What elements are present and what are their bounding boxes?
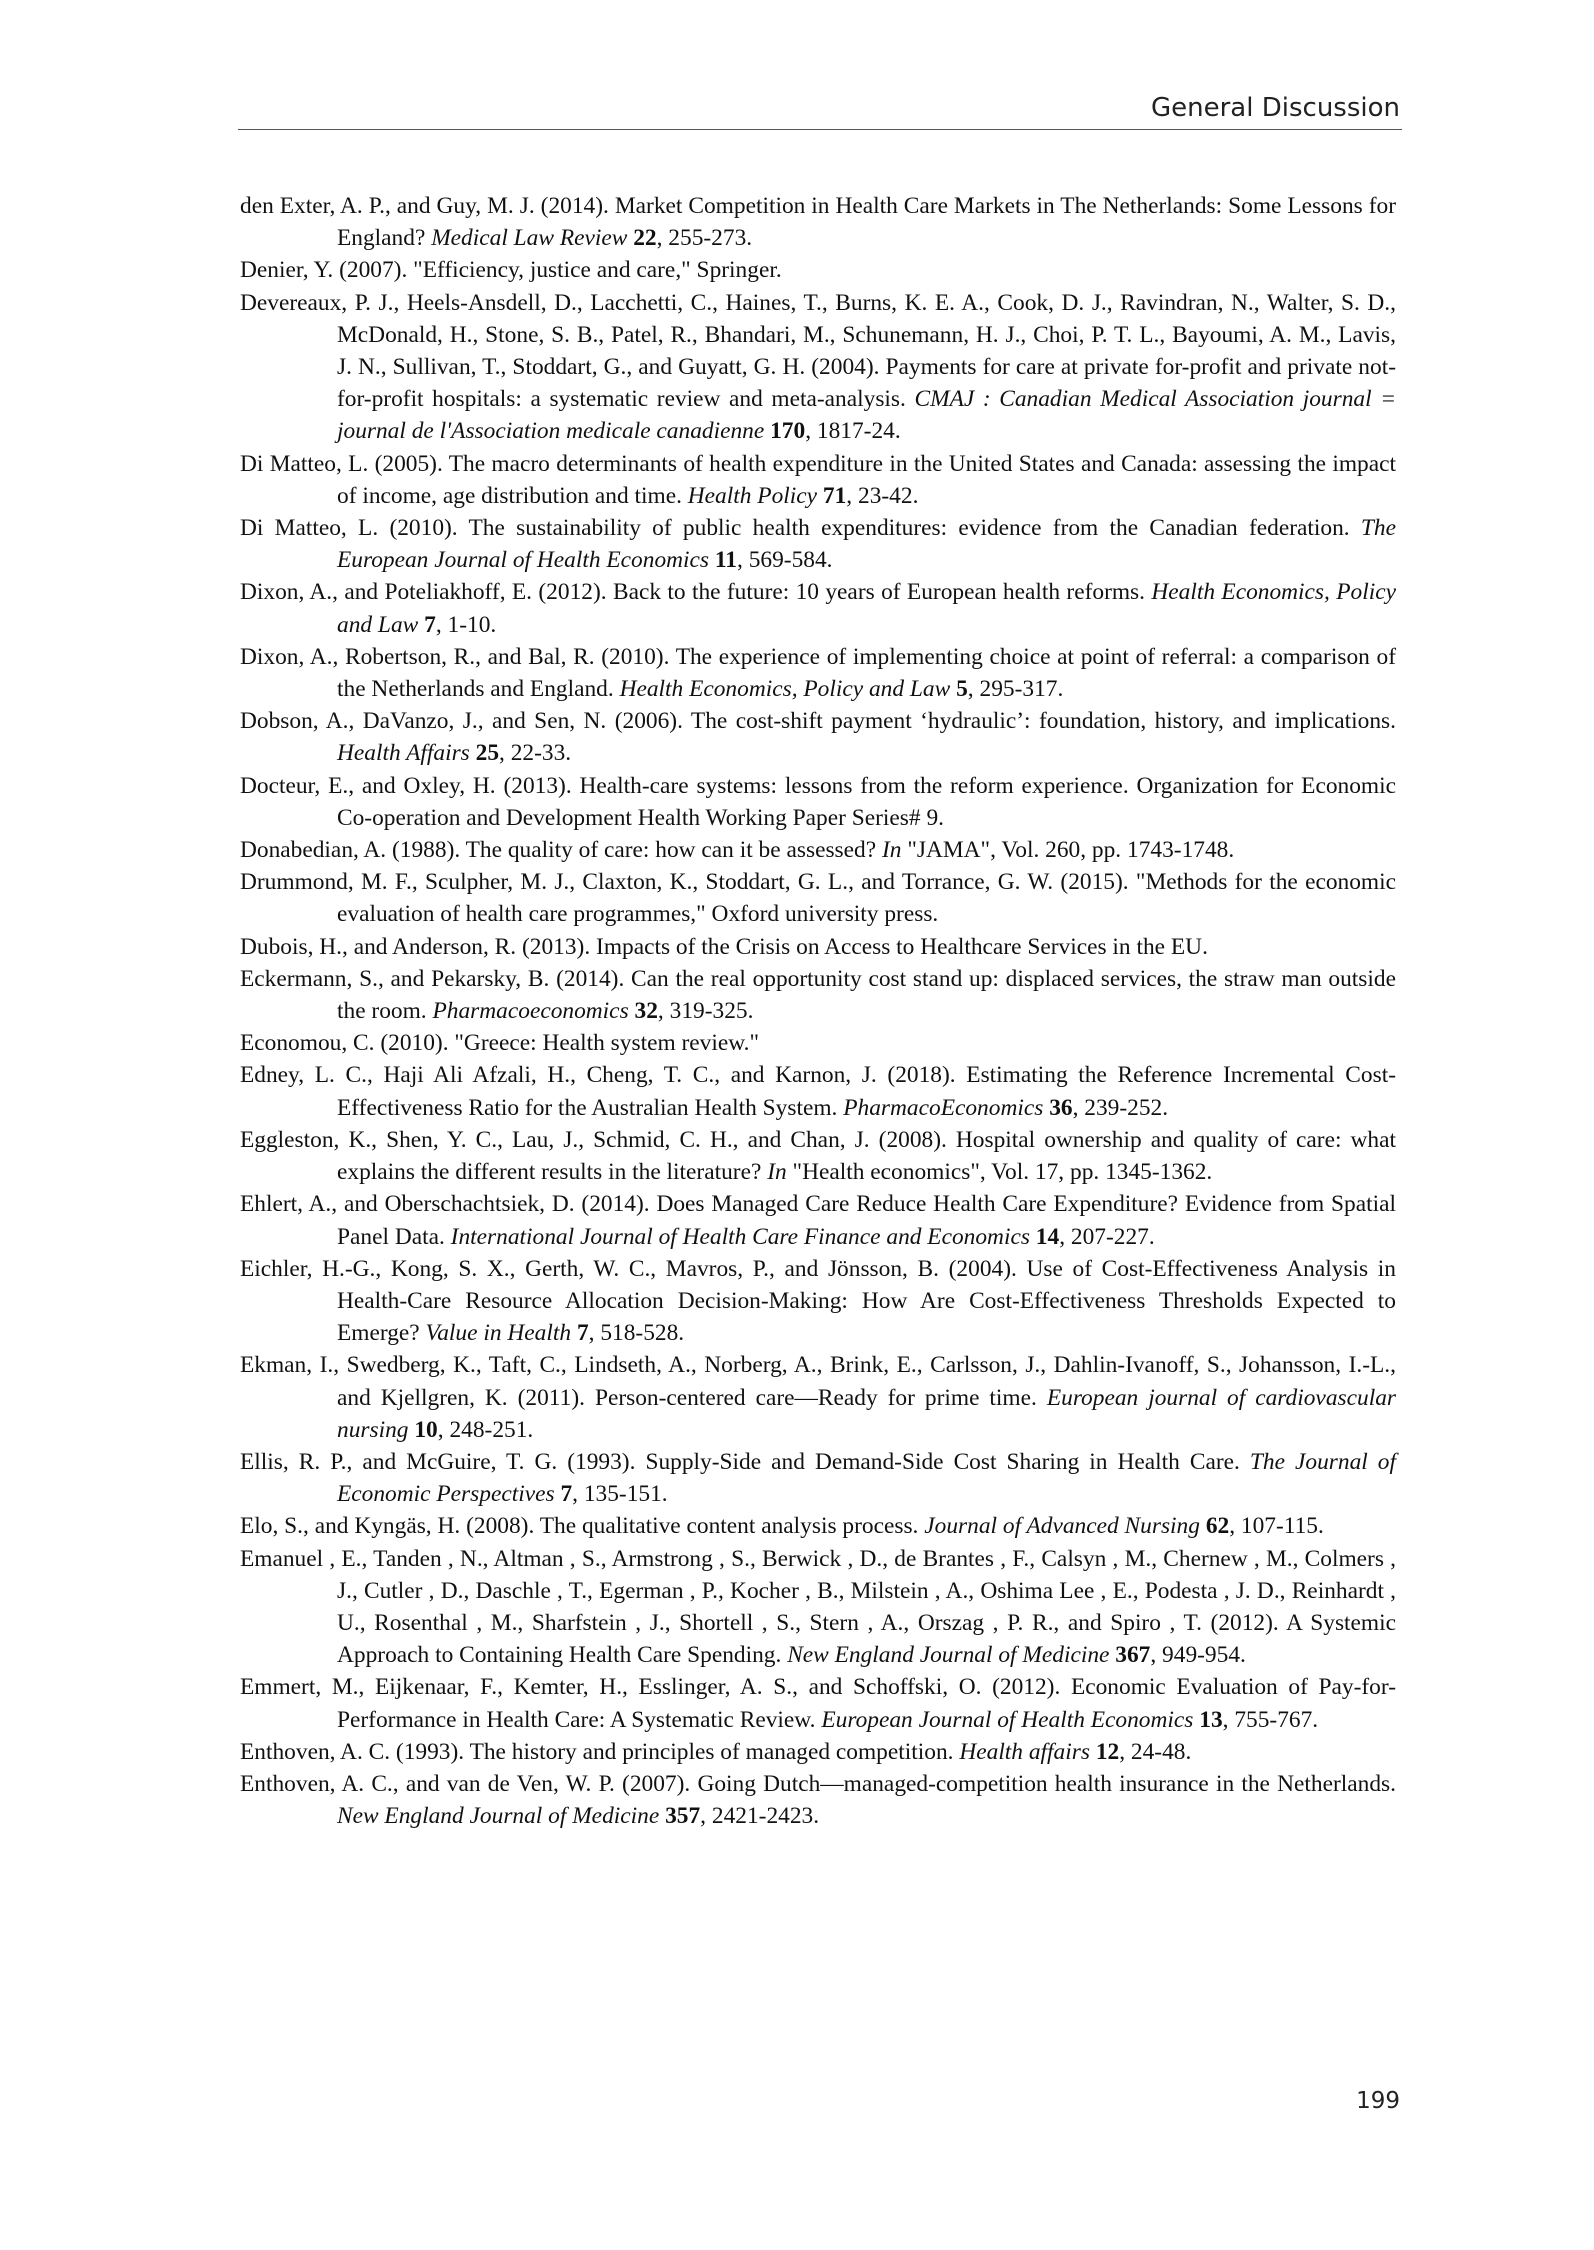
reference-entry — [240, 834, 1396, 866]
reference-text: Economou, C. (2010). "Greece: Health system review." — [240, 1030, 760, 1057]
reference-text: Enthoven, A. C., and van de Ven, W. P. (2007). Going Dutch—managed-competition health insurance in the Netherlands. — [240, 1770, 1396, 1797]
reference-text: Dubois, H., and Anderson, R. (2013). Impacts of the Crisis on Access to Healthcare Services in the EU. — [240, 933, 1208, 960]
reference-journal: Medical Law Review — [431, 225, 628, 252]
reference-text: "JAMA", Vol. 260, pp. 1743-1748. — [901, 837, 1235, 864]
reference-pages: , 755-767. — [1222, 1706, 1319, 1733]
reference-pages: , 255-273. — [656, 225, 753, 252]
reference-pages: , 107-115. — [1229, 1513, 1324, 1540]
reference-entry — [240, 1736, 1396, 1768]
reference-volume: 71 — [822, 482, 847, 509]
reference-journal: CMAJ : Canadian Medical Association journal = journal de l'Association medicale canadienne — [337, 386, 1396, 445]
header-rule — [238, 129, 1402, 130]
reference-entry — [240, 770, 1396, 834]
reference-text: Ehlert, A., and Oberschachtsiek, D. (2014). Does Managed Care Reduce Health Care Expenditure? Evidence from Spatial Panel Data. — [240, 1191, 1396, 1250]
reference-text: Dixon, A., Robertson, R., and Bal, R. (2010). The experience of implementing choice at point of referral: a comparison of the Netherlands and England. — [240, 643, 1396, 703]
reference-pages: , 23-42. — [846, 482, 919, 509]
reference-journal: New England Journal of Medicine — [787, 1642, 1110, 1669]
reference-entry — [240, 1543, 1396, 1672]
reference-entry — [240, 1446, 1396, 1510]
reference-pages: , 24-48. — [1119, 1738, 1192, 1765]
reference-volume: 7 — [560, 1481, 573, 1508]
reference-text: Dobson, A., DaVanzo, J., and Sen, N. (2006). The cost-shift payment ‘hydraulic’: foundation, history, and implications. — [240, 708, 1396, 735]
reference-entry — [240, 705, 1396, 769]
reference-pages: , 135-151. — [572, 1481, 668, 1508]
reference-pages: , 248-251. — [437, 1416, 534, 1443]
reference-journal: European Journal of Health Economics — [821, 1706, 1194, 1733]
reference-text: Emanuel , E., Tanden , N., Altman , S., Armstrong , S., Berwick , D., de Brantes , F., Calsyn , M., Chernew , M., Colmers , J., Cutler , D., Daschle , T., Egerman , P., Kocher , B., Milstein , A., Oshima Lee , E., Podesta , J. D., Reinhardt , U., Rosenthal , M., Sharfstein , J., Shortell , S., Stern , A., Orszag , P. R., and Spiro , T. (2012). A Systemic Approach to Containing Health Care Spending. — [240, 1545, 1396, 1669]
reference-volume: 25 — [475, 740, 500, 767]
reference-journal: In — [881, 837, 902, 864]
reference-text: Di Matteo, L. (2010). The sustainability of public health expenditures: evidence from the Canadian federation. — [240, 515, 1361, 542]
reference-volume: 5 — [956, 676, 968, 703]
reference-text: Enthoven, A. C. (1993). The history and principles of managed competition. — [240, 1738, 960, 1765]
reference-entry — [240, 1027, 1396, 1059]
reference-volume: 7 — [424, 611, 436, 638]
reference-entry — [240, 1124, 1396, 1188]
reference-pages: , 518-528. — [588, 1320, 685, 1347]
reference-volume: 14 — [1035, 1223, 1060, 1250]
reference-journal: In — [767, 1159, 787, 1186]
reference-text: Donabedian, A. (1988). The quality of care: how can it be assessed? — [240, 837, 882, 864]
reference-pages: , 22-33. — [499, 740, 572, 767]
reference-text: Emmert, M., Eijkenaar, F., Kemter, H., Esslinger, A. S., and Schoffski, O. (2012). Economic Evaluation of Pay-for-Performance in Health Care: A Systematic Review. — [240, 1674, 1396, 1733]
reference-entry — [240, 1671, 1396, 1735]
reference-volume: 10 — [414, 1416, 438, 1443]
reference-text: Ekman, I., Swedberg, K., Taft, C., Lindseth, A., Norberg, A., Brink, E., Carlsson, J., Dahlin-Ivanoff, S., Johansson, I.-L., and Kjellgren, K. (2011). Person-centered care—Ready for prime time. — [240, 1352, 1396, 1411]
reference-entry — [240, 190, 1396, 254]
reference-journal: PharmacoEconomics — [843, 1094, 1044, 1121]
reference-text: Docteur, E., and Oxley, H. (2013). Health-care systems: lessons from the reform experience. Organization for Economic Co-operation and Development Health Working Paper Series# 9. — [240, 772, 1396, 831]
reference-journal: Value in Health — [425, 1320, 572, 1347]
reference-pages: , 569-584. — [737, 547, 833, 574]
reference-text: Drummond, M. F., Sculpher, M. J., Claxton, K., Stoddart, G. L., and Torrance, G. W. (2015). "Methods for the economic evaluation of health care programmes," Oxford university press. — [240, 869, 1396, 928]
reference-volume: 32 — [634, 998, 658, 1025]
reference-pages: , 239-252. — [1072, 1094, 1169, 1121]
reference-text: Devereaux, P. J., Heels-Ansdell, D., Lacchetti, C., Haines, T., Burns, K. E. A., Cook, D. J., Ravindran, N., Walter, S. D., McDonald, H., Stone, S. B., Patel, R., Bhandari, M., Schunemann, H. J., Choi, P. T. L., Bayoumi, A. M., Lavis, J. N., Sullivan, T., Stoddart, G., and Guyatt, G. H. (2004). Payments for care at private for-profit and private not-for-profit hospitals: a systematic review and meta-analysis. — [240, 289, 1396, 413]
reference-journal: Health Policy — [687, 482, 818, 509]
reference-entry — [240, 287, 1396, 448]
reference-pages: , 1817-24. — [805, 418, 901, 445]
reference-entry — [240, 963, 1396, 1027]
reference-pages: , 319-325. — [657, 998, 754, 1025]
reference-entry — [240, 1059, 1396, 1123]
reference-journal: Journal of Advanced Nursing — [924, 1513, 1200, 1540]
reference-volume: 357 — [665, 1803, 701, 1830]
reference-volume: 7 — [576, 1320, 589, 1347]
reference-journal: Health Affairs — [337, 740, 470, 767]
reference-entry — [240, 1349, 1396, 1446]
reference-volume: 170 — [770, 418, 806, 445]
reference-text: den Exter, A. P., and Guy, M. J. (2014). Market Competition in Health Care Markets in The Netherlands: Some Lessons for England? — [240, 193, 1396, 252]
reference-text: Elo, S., and Kyngäs, H. (2008). The qualitative content analysis process. — [240, 1513, 925, 1540]
reference-journal: International Journal of Health Care Finance and Economics — [450, 1223, 1030, 1250]
reference-entry — [240, 1510, 1396, 1542]
page-number: 199 — [1356, 2088, 1400, 2114]
reference-journal: Health Economics, Policy and Law — [337, 579, 1396, 638]
reference-text: Eichler, H.-G., Kong, S. X., Gerth, W. C., Mavros, P., and Jönsson, B. (2004). Use of Cost-Effectiveness Analysis in Health-Care Resource Allocation Decision-Making: How Are Cost-Effectiveness Thresholds Expected to Emerge? — [240, 1255, 1396, 1347]
reference-pages: , 2421-2423. — [700, 1803, 820, 1830]
reference-entry — [240, 866, 1396, 930]
reference-journal: New England Journal of Medicine — [337, 1803, 660, 1830]
reference-text: Eggleston, K., Shen, Y. C., Lau, J., Schmid, C. H., and Chan, J. (2008). Hospital ownership and quality of care: what explains the different results in the literature? — [240, 1126, 1396, 1186]
reference-text: Denier, Y. (2007). "Efficiency, justice and care," Springer. — [240, 257, 782, 284]
reference-volume: 62 — [1205, 1513, 1230, 1540]
reference-volume: 367 — [1115, 1642, 1151, 1669]
reference-pages: , 949-954. — [1150, 1642, 1246, 1669]
reference-text: Di Matteo, L. (2005). The macro determinants of health expenditure in the United States and Canada: assessing the impact of income, age distribution and time. — [240, 450, 1396, 509]
reference-text: "Health economics", Vol. 17, pp. 1345-1362. — [786, 1159, 1213, 1186]
reference-entry — [240, 1768, 1396, 1832]
reference-text: Edney, L. C., Haji Ali Afzali, H., Cheng, T. C., and Karnon, J. (2018). Estimating the Reference Incremental Cost-Effectiveness Ratio for the Australian Health System. — [240, 1062, 1396, 1121]
reference-entry — [240, 448, 1396, 512]
reference-pages: , 1-10. — [435, 611, 497, 638]
reference-journal: European journal of cardiovascular nursing — [337, 1384, 1396, 1443]
reference-entry — [240, 512, 1396, 576]
reference-entry — [240, 641, 1396, 705]
reference-journal: Pharmacoeconomics — [432, 998, 629, 1025]
reference-volume: 11 — [714, 547, 737, 574]
reference-journal: The Journal of Economic Perspectives — [337, 1448, 1396, 1508]
reference-entry — [240, 1188, 1396, 1252]
reference-volume: 13 — [1199, 1706, 1223, 1733]
reference-pages: , 207-227. — [1059, 1223, 1155, 1250]
reference-text: Dixon, A., and Poteliakhoff, E. (2012). Back to the future: 10 years of European health reforms. — [240, 579, 1152, 606]
running-header: General Discussion — [1151, 93, 1400, 123]
reference-text: Ellis, R. P., and McGuire, T. G. (1993). Supply-Side and Demand-Side Cost Sharing in Health Care. — [240, 1448, 1250, 1475]
reference-volume: 36 — [1049, 1094, 1073, 1121]
reference-entry — [240, 1253, 1396, 1350]
reference-journal: Health Economics, Policy and Law — [619, 676, 951, 703]
reference-volume: 12 — [1095, 1738, 1120, 1765]
reference-text: Eckermann, S., and Pekarsky, B. (2014). Can the real opportunity cost stand up: displaced services, the straw man outside the room. — [240, 965, 1396, 1025]
reference-pages: , 295-317. — [967, 676, 1064, 703]
reference-list — [240, 190, 1396, 1832]
reference-entry — [240, 931, 1396, 963]
reference-journal: The European Journal of Health Economics — [337, 515, 1396, 574]
reference-journal: Health affairs — [959, 1738, 1090, 1765]
reference-entry — [240, 254, 1396, 286]
reference-volume: 22 — [633, 225, 657, 252]
reference-entry — [240, 576, 1396, 640]
